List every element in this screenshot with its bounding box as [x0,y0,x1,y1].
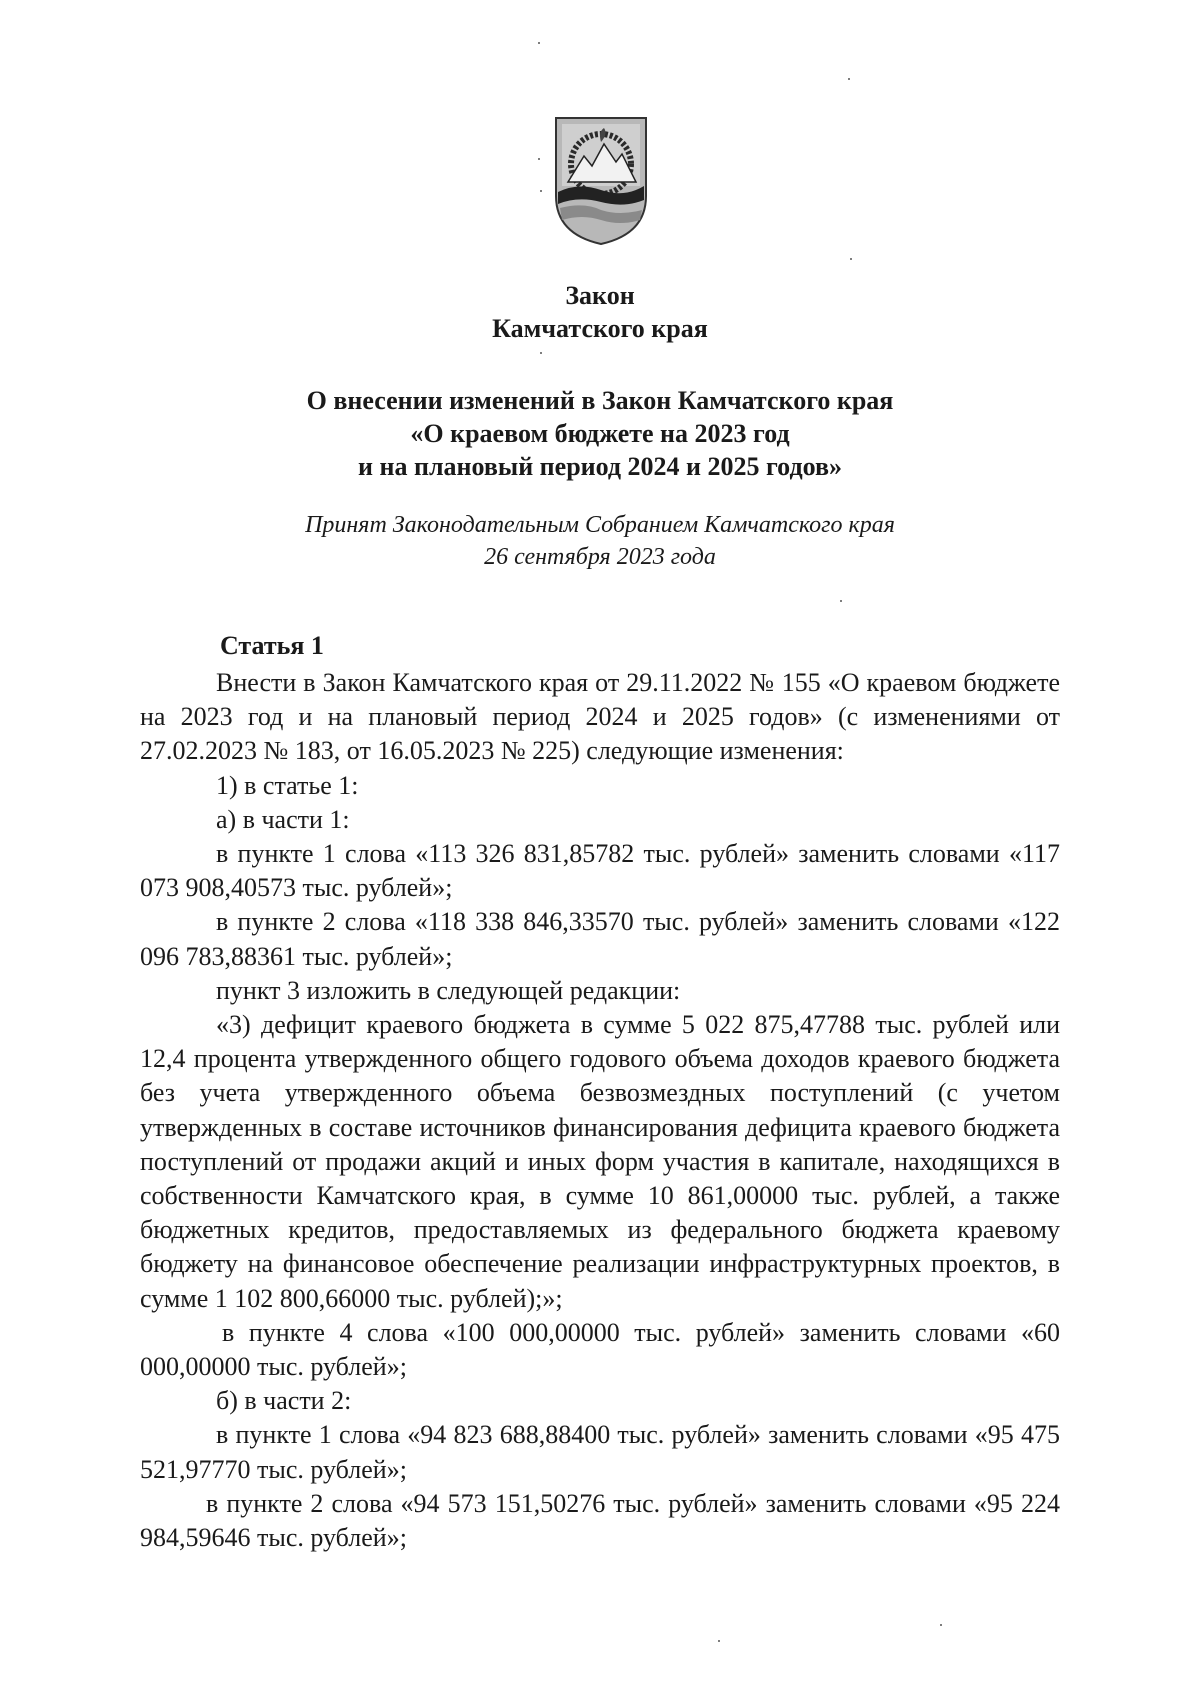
subject-line-1: О внесении изменений в Закон Камчатского края [306,386,894,415]
paragraph: в пункте 2 слова «118 338 846,33570 тыс. рублей» заменить словами «122 096 783,88361 тыс. рублей»; [140,907,1060,971]
scan-speck [848,78,850,80]
paragraph: «3) дефицит краевого бюджета в сумме 5 022 875,47788 тыс. рублей или 12,4 процента утвержденного общего годового объема доходов краевого бюджета без учета утвержденного объема безвозмездных поступлений (с учетом утвержденных в составе источников финансирования дефицита краевого бюджета поступлений от продажи акций и иных форм участия в капитале, находящихся в собственности Камчатского края, в сумме 10 861,00000 тыс. рублей, а также бюджетных кредитов, предоставляемых из федерального бюджета краевому бюджету на финансовое обеспечение реализации инфраструктурных проектов, в сумме 1 102 800,66000 тыс. рублей);»; [140,1010,1060,1313]
title-line-1: Закон [565,281,635,310]
paragraph: в пункте 1 слова «94 823 688,88400 тыс. рублей» заменить словами «95 475 521,97770 тыс. рублей»; [140,1420,1060,1484]
law-subject [0,384,1200,483]
adopted-line-2: 26 сентября 2023 года [484,544,716,570]
paragraph: в пункте 1 слова «113 326 831,85782 тыс. рублей» заменить словами «117 073 908,40573 тыс. рублей»; [140,839,1060,903]
article-heading: Статья 1 [220,631,324,660]
scan-speck [538,158,540,160]
paragraph: в пункте 4 слова «100 000,00000 тыс. рублей» заменить словами «60 000,00000 тыс. рублей»; [140,1317,1060,1382]
article-body [140,666,1060,1555]
scan-speck [538,42,540,44]
paragraph: б) в части 2: [216,1386,352,1416]
scan-speck [718,1640,720,1642]
paragraph: пункт 3 изложить в следующей редакции: [216,975,681,1005]
subject-line-3: и на плановый период 2024 и 2025 годов» [358,452,842,481]
title-line-2: Камчатского края [492,314,708,343]
scan-speck [840,600,842,602]
coat-of-arms-icon [554,116,648,246]
adoption-note [0,509,1200,573]
scan-speck [540,190,542,192]
paragraph: а) в части 1: [216,804,350,834]
scan-speck [540,352,542,354]
paragraph: Внести в Закон Камчатского края от 29.11.2022 № 155 «О краевом бюджете на 2023 год и на плановый период 2024 и 2025 годов» (с изменениями от 27.02.2023 № 183, от 16.05.2023 № 225) следующие изменения: [140,668,1060,766]
paragraph: в пункте 2 слова «94 573 151,50276 тыс. рублей» заменить словами «95 224 984,59646 тыс. рублей»; [140,1488,1060,1553]
paragraph: 1) в статье 1: [216,770,359,800]
document-title [0,279,1200,345]
scan-speck [940,1624,942,1626]
subject-line-2: «О краевом бюджете на 2023 год [410,419,790,448]
adopted-line-1: Принят Законодательным Собранием Камчатского края [305,512,895,538]
scan-speck [850,258,852,260]
